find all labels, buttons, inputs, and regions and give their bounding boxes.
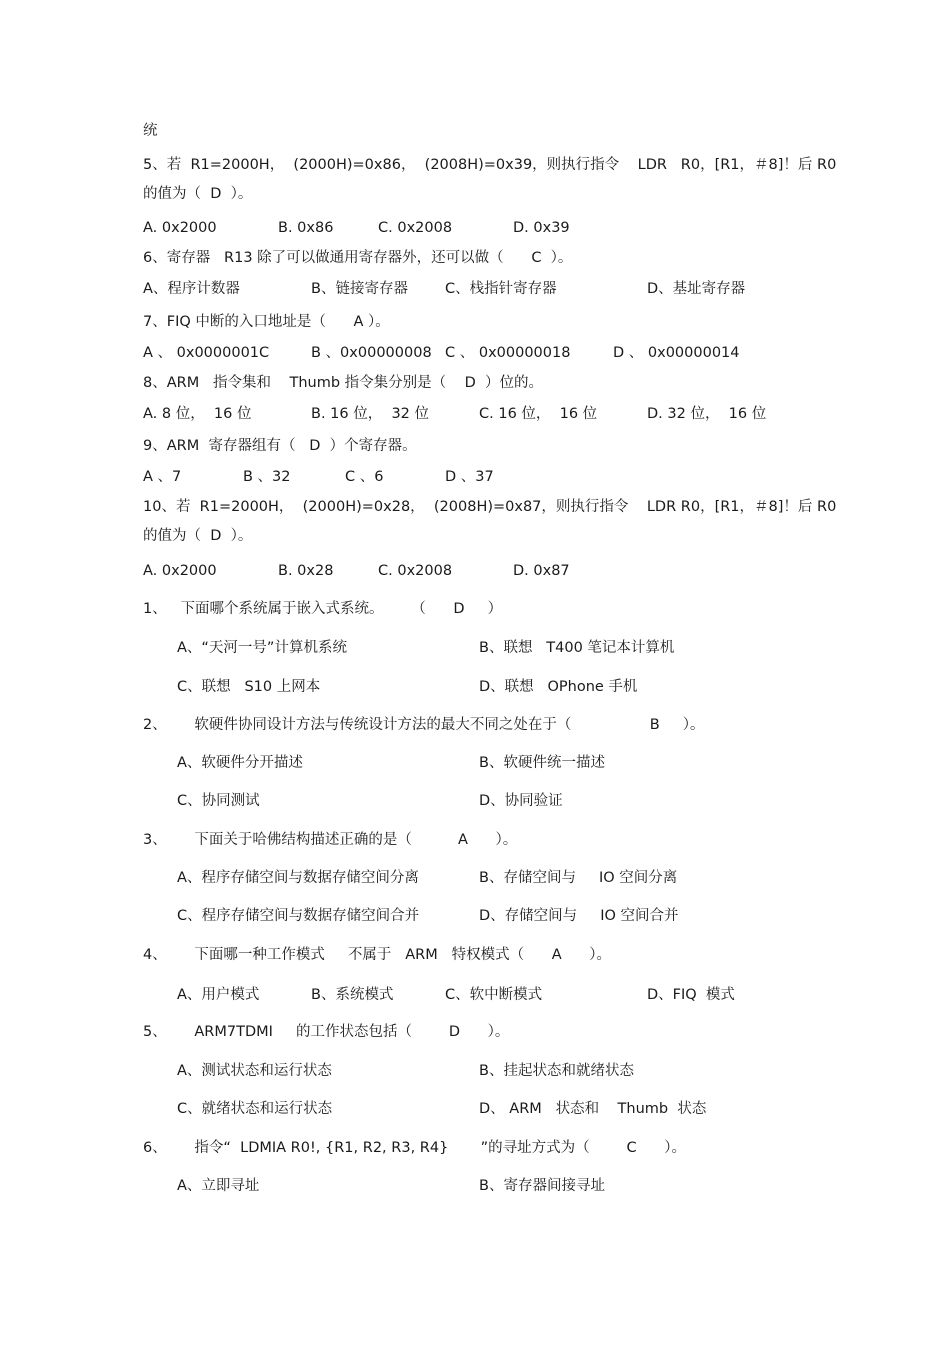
part2-question-4-option-d: D、FIQ 模式 <box>647 987 735 1003</box>
part2-question-6-stem: 6、 指令“ LDMIA R0!, {R1, R2, R3, R4} ”的寻址方式为（ C ）。 <box>143 1140 686 1156</box>
question-10-option-a: A. 0x2000 <box>143 563 217 579</box>
part2-question-2-option-a: A、软硬件分开描述 <box>177 755 303 771</box>
part2-question-3-option-b: B、存储空间与 IO 空间分离 <box>479 870 678 886</box>
question-6-option-a: A、程序计数器 <box>143 281 240 297</box>
part2-question-3-option-a: A、程序存储空间与数据存储空间分离 <box>177 870 419 886</box>
question-6-option-d: D、基址寄存器 <box>647 281 746 297</box>
question-10-stem-line1: 10、若 R1=2000H， (2000H)=0x28， (2008H)=0x87，则执行指令 LDR R0，[R1，＃8]！后 R0 <box>143 499 837 515</box>
part2-question-4-option-c: C、软中断模式 <box>445 987 543 1003</box>
part2-question-1-option-b: B、联想 T400 笔记本计算机 <box>479 640 675 656</box>
part2-question-6-option-a: A、立即寻址 <box>177 1178 260 1194</box>
question-8-option-a: A. 8 位， 16 位 <box>143 406 252 422</box>
part2-question-5-option-d: D、 ARM 状态和 Thumb 状态 <box>479 1101 707 1117</box>
part2-question-1-option-c: C、联想 S10 上网本 <box>177 679 321 695</box>
part2-question-2-option-b: B、软硬件统一描述 <box>479 755 605 771</box>
part2-question-5-option-a: A、测试状态和运行状态 <box>177 1063 332 1079</box>
part2-question-1-option-a: A、“天河一号”计算机系统 <box>177 640 347 656</box>
question-6-option-c: C、栈指针寄存器 <box>445 281 557 297</box>
question-5-option-a: A. 0x2000 <box>143 220 217 236</box>
question-10-option-b: B. 0x28 <box>278 563 334 579</box>
question-6-option-b: B、链接寄存器 <box>311 281 408 297</box>
part2-question-1-option-d: D、联想 OPhone 手机 <box>479 679 638 695</box>
question-7-option-c: C 、 0x00000018 <box>445 345 571 361</box>
question-10-option-d: D. 0x87 <box>513 563 570 579</box>
part2-question-4-option-b: B、系统模式 <box>311 987 394 1003</box>
question-8-option-c: C. 16 位， 16 位 <box>479 406 598 422</box>
question-5-stem-line2: 的值为（ D ）。 <box>143 186 253 202</box>
question-9-stem: 9、ARM 寄存器组有（ D ）个寄存器。 <box>143 438 417 454</box>
question-5-option-c: C. 0x2008 <box>378 220 453 236</box>
question-5-stem-line1: 5、若 R1=2000H， (2000H)=0x86， (2008H)=0x39，则执行指令 LDR R0，[R1，＃8]！后 R0 <box>143 157 837 173</box>
question-10-option-c: C. 0x2008 <box>378 563 453 579</box>
question-7-stem: 7、FIQ 中断的入口地址是（ A ）。 <box>143 314 390 330</box>
part2-question-4-stem: 4、 下面哪一种工作模式 不属于 ARM 特权模式（ A ）。 <box>143 947 612 963</box>
question-9-option-c: C 、6 <box>345 469 384 485</box>
question-8-option-d: D. 32 位， 16 位 <box>647 406 767 422</box>
question-9-option-b: B 、32 <box>243 469 291 485</box>
question-6-stem: 6、寄存器 R13 除了可以做通用寄存器外，还可以做（ C ）。 <box>143 250 573 266</box>
part2-question-2-stem: 2、 软硬件协同设计方法与传统设计方法的最大不同之处在于（ B ）。 <box>143 717 705 733</box>
question-5-option-b: B. 0x86 <box>278 220 334 236</box>
question-8-option-b: B. 16 位， 32 位 <box>311 406 430 422</box>
question-8-stem: 8、ARM 指令集和 Thumb 指令集分别是（ D ）位的。 <box>143 375 543 391</box>
part2-question-5-option-b: B、挂起状态和就绪状态 <box>479 1063 634 1079</box>
part2-question-1-stem: 1、 下面哪个系统属于嵌入式系统。 （ D ） <box>143 601 503 617</box>
part2-question-4-option-a: A、用户模式 <box>177 987 260 1003</box>
question-9-option-d: D 、37 <box>445 469 494 485</box>
question-7-option-d: D 、 0x00000014 <box>613 345 740 361</box>
part2-question-3-option-c: C、程序存储空间与数据存储空间合并 <box>177 908 420 924</box>
part2-question-3-option-d: D、存储空间与 IO 空间合并 <box>479 908 679 924</box>
question-7-option-b: B 、0x00000008 <box>311 345 432 361</box>
question-9-option-a: A 、7 <box>143 469 182 485</box>
part2-question-5-option-c: C、就绪状态和运行状态 <box>177 1101 333 1117</box>
question-5-option-d: D. 0x39 <box>513 220 570 236</box>
part2-question-3-stem: 3、 下面关于哈佛结构描述正确的是（ A ）。 <box>143 832 518 848</box>
part2-question-6-option-b: B、寄存器间接寻址 <box>479 1178 605 1194</box>
question-10-stem-line2: 的值为（ D ）。 <box>143 528 253 544</box>
part2-question-2-option-c: C、协同测试 <box>177 793 260 809</box>
text-fragment: 统 <box>143 123 158 139</box>
question-7-option-a: A 、 0x0000001C <box>143 345 270 361</box>
part2-question-5-stem: 5、 ARM7TDMI 的工作状态包括（ D ）。 <box>143 1024 510 1040</box>
part2-question-2-option-d: D、协同验证 <box>479 793 563 809</box>
